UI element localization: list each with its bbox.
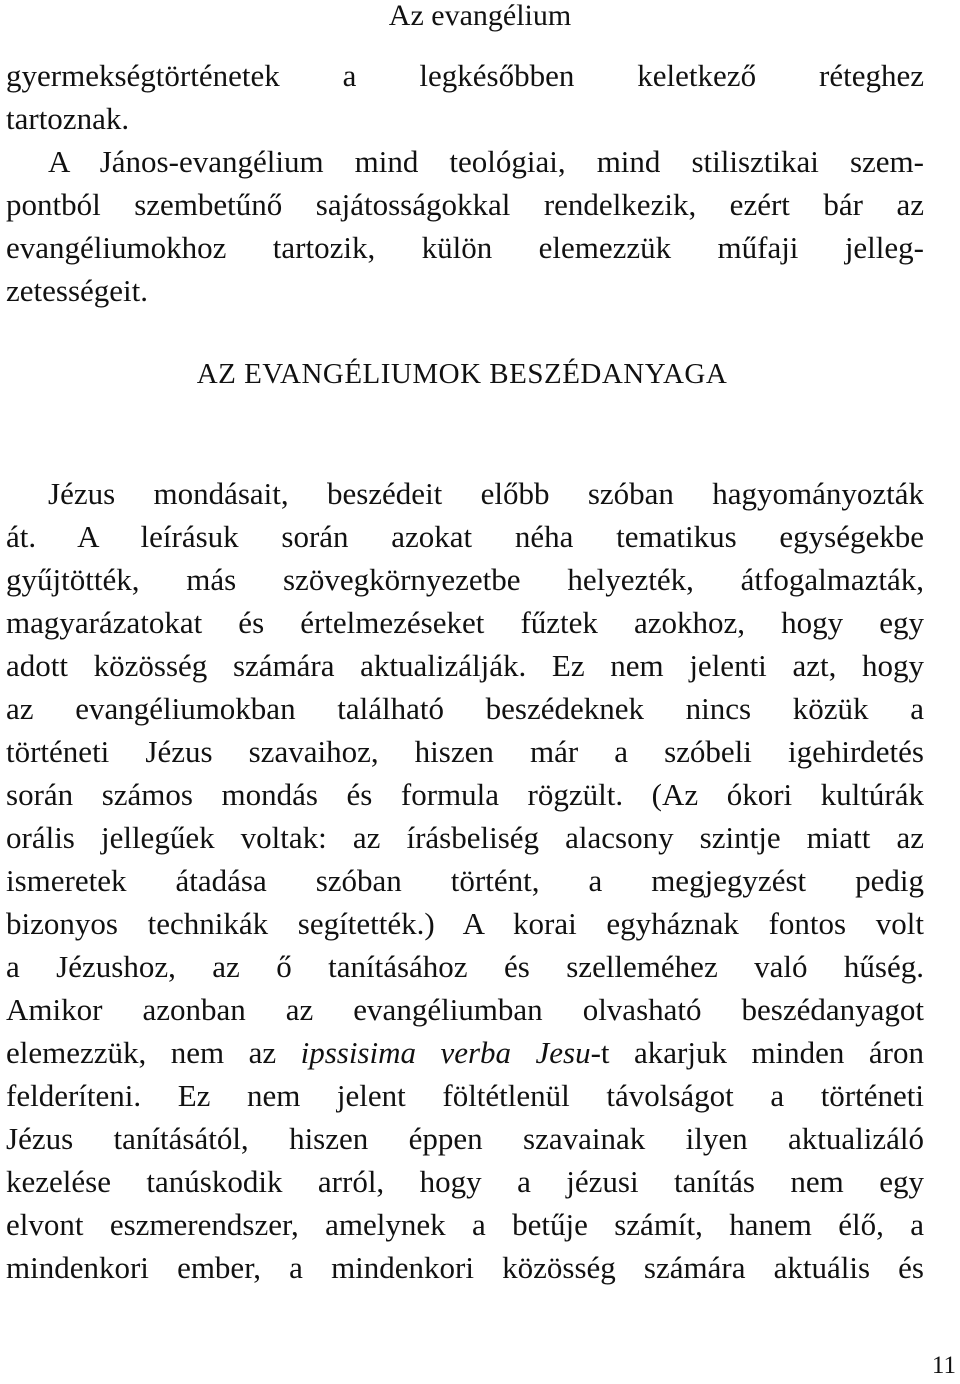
running-header: Az evangélium <box>388 0 572 32</box>
text-line: bizonyos technikák segítették.) A korai egyháznak fontos volt <box>6 906 924 941</box>
text-line-with-latin-phrase <box>6 1031 924 1074</box>
text-segment: elemezzük, nem az <box>6 1035 301 1070</box>
latin-phrase: ipssisima verba Jesu <box>300 1035 591 1070</box>
text-line: elvont eszmerendszer, amelynek a betűje számít, hanem élő, a <box>6 1207 924 1242</box>
text-line: Jézus mondásait, beszédeit előbb szóban hagyományozták <box>48 476 924 511</box>
text-line: felderíteni. Ez nem jelent föltétlenül távolságot a történeti <box>6 1078 924 1113</box>
text-segment: -t akarjuk minden áron <box>590 1035 924 1070</box>
text-line: Jézus tanításától, hiszen éppen szavainak ilyen aktualizáló <box>6 1121 924 1156</box>
text-line: pontból szembetűnő sajátosságokkal rendelkezik, ezért bár az <box>6 187 924 222</box>
text-line: Amikor azonban az evangéliumban olvasható beszédanyagot <box>6 992 924 1027</box>
body-text-top <box>6 54 924 312</box>
text-line: tartoznak. <box>6 101 130 136</box>
text-line: mindenkori ember, a mindenkori közösség számára aktuális és <box>6 1250 924 1285</box>
text-line: adott közösség számára aktualizálják. Ez nem jelenti azt, hogy <box>6 648 924 683</box>
text-line: zetességeit. <box>6 273 149 308</box>
text-line: gyermekségtörténetek a legkésőbben keletkező réteghez <box>6 58 924 93</box>
text-line: orális jellegűek voltak: az írásbeliség alacsony szintje miatt az <box>6 820 924 855</box>
text-line: gyűjtötték, más szövegkörnyezetbe helyezték, átfogalmazták, <box>6 562 924 597</box>
text-line: evangéliumokhoz tartozik, külön elemezzük műfaji jelleg- <box>6 230 924 265</box>
text-line: ismeretek átadása szóban történt, a megjegyzést pedig <box>6 863 924 898</box>
text-line: kezelése tanúskodik arról, hogy a jézusi tanítás nem egy <box>6 1164 924 1199</box>
text-line: történeti Jézus szavaihoz, hiszen már a szóbeli igehirdetés <box>6 734 924 769</box>
text-line: a Jézushoz, az ő tanításához és szelleméhez való hűség. <box>6 949 924 984</box>
body-text-main <box>6 472 924 1289</box>
text-line: A János-evangélium mind teológiai, mind stilisztikai szem- <box>48 144 924 179</box>
text-line: során számos mondás és formula rögzült. (Az ókori kultúrák <box>6 777 924 812</box>
section-heading: AZ EVANGÉLIUMOK BESZÉDANYAGA <box>196 358 728 390</box>
text-line: az evangéliumokban található beszédeknek nincs közük a <box>6 691 924 726</box>
page-number: 11 <box>931 1352 956 1379</box>
text-line: magyarázatokat és értelmezéseket fűztek azokhoz, hogy egy <box>6 605 924 640</box>
text-line: át. A leírásuk során azokat néha tematikus egységekbe <box>6 519 924 554</box>
